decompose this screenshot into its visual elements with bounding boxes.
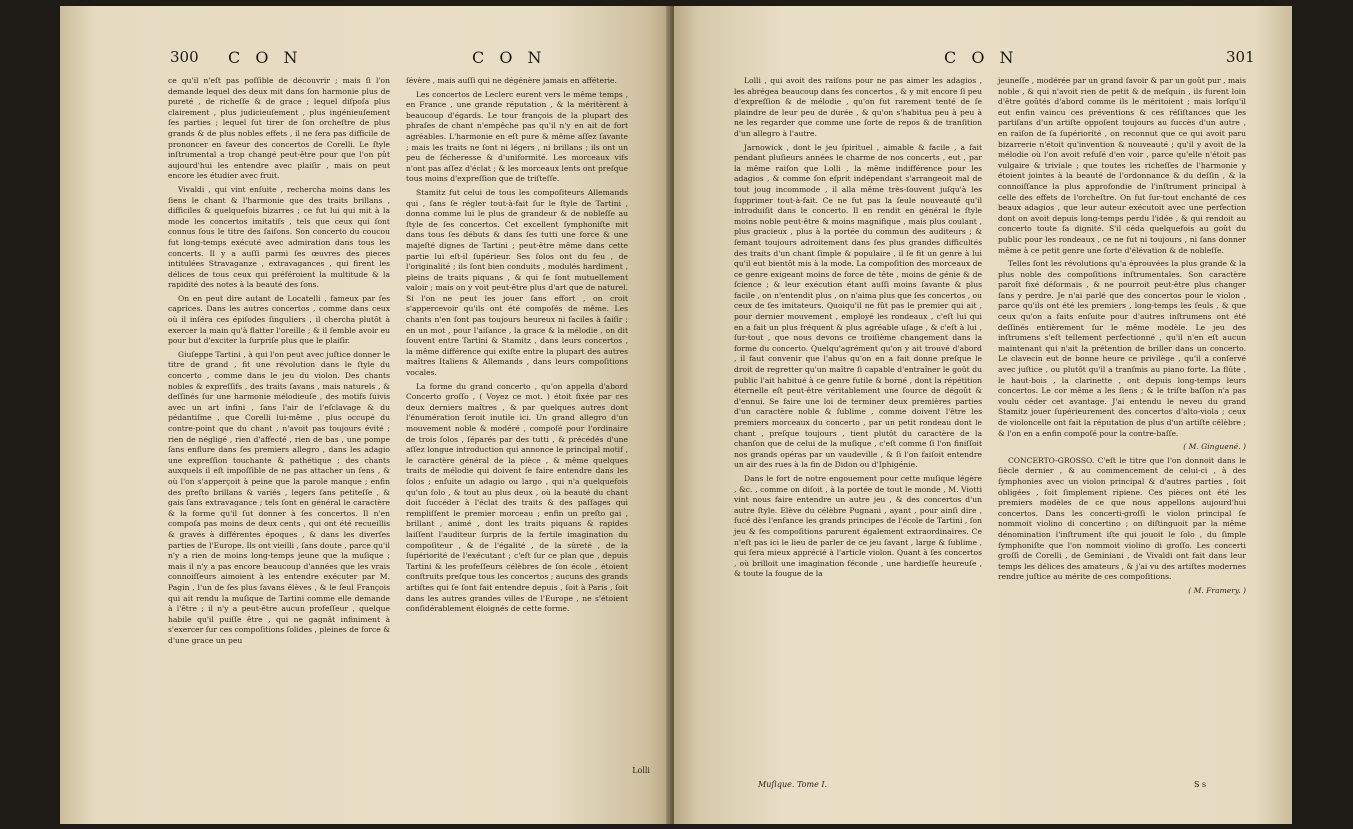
paragraph: Stamitz fut celui de tous les compoſiteurs Allemands qui , ſans ſe régler tout-à-fait ſur le ſtyle de Tartini , donna comme lui le plus de grandeur & de nobleſſe au ſtyle de ſes concertos. Cet excellent ſymphoniſte mit dans tous ſes débuts & dans ſes tutti une force & une majeſté dignes de Tartini ; peut-être même dans cette partie lui eſt-il ſupérieur. Ses ſolos ont du feu , de l'originalité ; ils ſont bien conduits , modulés hardiment , pleins de traits piquans , & qui ſe ſont mutuellement valoir ; mais on y voit peut-être plus d'art que de naturel. Si l'on ne peut les jouer ſans effort , on croit s'appercevoir qu'ils ont été compoſés de même. Les chants n'en ſont pas toujours heureux ni faciles à ſaiſir ; en un mot , pour l'aiſance , la grace & la mélodie , on dit ſouvent entre Tartini & Stamitz , dans leurs concertos , la même différence qui exiſte entre la plupart des autres maîtres Italiens & Allemands , dans leurs compoſitions vocales. [406,187,628,378]
paragraph: La forme du grand concerto , qu'on appella d'abord Concerto groſſo , ( Voyez ce mot. ) étoit fixée par ces deux derniers maîtres , & par quelques autres dont l'énumération ſeroit inutile ici. Un grand allegro d'un mouvement noble & modéré , compoſé pour l'ordinaire de trois ſolos , ſéparés par des tutti , & précédés d'une aſſez longue introduction qui annonce le principal motif , le caractère général de la pièce , & même quelques traits de mélodie qui doivent ſe faire entendre dans les ſolos ; enſuite un adagio ou largo , qui n'a quelquefois qu'un ſolo , & tout au plus deux , où la beauté du chant doit ſuccéder à l'éclat des traits & des paſſages qui rempliſſent le premier morceau ; enfin un preſto gai , brillant , animé , dont les traits piquans & rapides laiſſent l'auditeur ſurpris de la fertile imagination du compoſiteur , & de l'égalité , de la sûreté , de la ſupériorité de l'exécutant ; c'eſt ſur ce plan que , depuis Tartini & les profeſſeurs célèbres de ſon école , étoient conſtruits preſque tous les concertos ; aucuns des grands artiſtes qui ſe ſont fait entendre depuis , ſoit à Paris , ſoit dans les autres grandes villes de l'Europe , ne s'étoient conſidérablement éloignés de cette forme. [406,381,628,614]
text-column-2 [998,76,1246,600]
text-column-2 [406,76,628,649]
paragraph: Dans le fort de notre engouement pour cette muſique légère , &c. , comme on diſoit , à la portée de tout le monde , M. Viotti vint nous faire entendre un autre jeu , & des concertos d'un autre ſtyle. Elève du célèbre Pugnani , ayant , pour ainſi dire , ſucé dès l'enfance les grands principes de l'école de Tartini , ſon jeu & ſes compoſitions parurent également extraordinaires. Ce n'eſt pas ici le lieu de parler de ce jeu ſavant , large & ſublime , qui ſera mieux apprécié à l'article violon. Quant à ſes concertos , où brilloit une imagination féconde , une hardieſſe heureuſe , & toute la fougue de la [734,473,982,579]
paragraph: Les concertos de Leclerc eurent vers le même temps , en France , une grande réputation , & la méritèrent à beaucoup d'égards. Le tour françois de la plupart des phraſes de chant n'empêche pas qu'il n'y en ait de fort agréables. L'harmonie en eſt pure & même aſſez ſavante ; mais les traits ne ſont ni légers , ni brillans ; ils ont un peu de ſécheresse & d'uniformité. Les morceaux vifs n'ont pas aſſez d'éclat ; & les morceaux lents ont preſque tous moins d'expreſſion que de triſteſſe. [406,89,628,184]
paragraph: jeuneſſe , modérée par un grand ſavoir & par un goût pur , mais noble , & qui n'avoit rien de petit & de meſquin , ils furent loin d'être goûtés d'abord comme ils le méritoient ; mais lorſqu'il eut enfin vaincu ces préventions & ces réſiſtances que les partiſans d'un artiſte oppoſent toujours au ſuccès d'un autre , en raiſon de ſa ſupériorité , on reconnut que ce qui avoit paru bizarrerie n'étoit qu'invention & nouveauté ; qu'il y avoit de la mélodie où l'on avoit refuſé d'en voir , parce qu'elle n'étoit pas vulgaire & triviale ; que toutes les richeſſes de l'harmonie y étoient jointes à la beauté de l'ordonnance & du deſſin , & la connoiſſance la plus approfondie de l'inſtrument principal à celle des effets de l'orcheſtre. On fut ſur-tout enchanté de ces beaux adagios , que leur auteur exécutoit avec une perfection dont on avoit depuis long-temps perdu l'idée , & qui rendoit au concerto toute ſa dignité. S'il céda quelquefois au goût du public pour les rondeaux , ce ne fut ni toujours , ni ſans donner même à ce petit genre une ſorte d'élévation & de nobleſſe. [998,76,1246,255]
paragraph: Vivaldi , qui vint enſuite , rechercha moins dans les ſiens le chant & l'harmonie que des traits brillans , difficiles & quelquefois bizarres ; ce fut lui qui mit à la mode les concertos imitatifs , tels que ceux qui ſont connus ſous le titre des ſaiſons. Son concerto du coucou fut long-temps exécuté avec admiration dans tous les concerts. Il y a auſſi parmi ſes œuvres des pieces intitulées Stravaganze , extravagances , qui firent les délices de tous ceux qui préféroient la multitude & la rapidité des notes à la beauté des ſons. [168,184,390,290]
page-number: 300 [170,48,199,66]
running-head: C O N [228,48,303,67]
paragraph: Lolli , qui avoit des raiſons pour ne pas aimer les adagios , les abrégea beaucoup dans ſes concertos , & y mit encore ſi peu d'expreſſion & de mélodie , qu'on fut rarement tenté de ſe plaindre de leur peu de durée , & qu'on s'habitua peu à peu à ne les regarder que comme une ſorte de repos & de tranſition d'un allegro à l'autre. [734,76,982,138]
catchword: Lolli [632,766,650,775]
left-page-header [60,48,672,72]
right-page [674,6,1292,824]
paragraph: On en peut dire autant de Locatelli , fameux par ſes caprices. Dans les autres concertos , comme dans ceux où il inſéra ces épiſodes ſinguliers , il chercha plutôt à exercer la main qu'à flatter l'oreille ; & il ſemble avoir eu pour but d'exciter la ſurpriſe plus que le plaiſir. [168,293,390,346]
paragraph: ſévère , mais auſſi qui ne dégénère jamais en afféterie. [406,76,617,85]
page-number: 301 [1226,48,1255,66]
signature-mark: S s [1194,780,1207,789]
paragraph: Giuſeppe Tartini , à qui l'on peut avec juſtice donner le titre de grand , fit une révolution dans le ſtyle du concerto , comme dans le jeu du violon. Des chants nobles & expreſſifs , des traits ſavans , mais naturels , & deſſinés ſur une harmonie mélodieuſe , des motifs ſuivis avec un art infini , ſans l'air de l'eſclavage & du pédantiſme , que Corelli lui-même , plus occupé du contre-point que du chant , n'avoit pas toujours évité ; rien de négligé , rien d'affecté , rien de bas , une pompe ſans enflure dans ſes premiers allegro , dans les adagio une expreſſion touchante & pathétique ; des chants auxquels il eſt impoſſible de ne pas attacher un ſens , & où l'on s'apperçoit à peine que la parole manque ; enfin des preſto brillans & variés , legers ſans petiteſſe , & gais ſans extravagance ; tels ſont en général le caractère & la forme qu'il ſut donner à ſes concertos. Il n'en compoſa pas moins de deux cents , qui ont été recueillis & gravés à différentes époques , & dans les diverſes parties de l'Europe. Ils ont vieilli , ſans doute , parce qu'il n'y a rien de moins long-temps jeune que la muſique ; mais il n'y a pas encore beaucoup d'années que les vrais connoiſſeurs aimoient à les entendre exécuter par M. Pagin , l'un de ſes plus ſavans élèves , & le ſeul François qui ait rendu la muſique de Tartini comme elle demande à l'être ; il n'y a peut-être aucun profeſſeur , quelque habile qu'il puiſſe être , qui ne gagnât infiniment à s'exercer ſur ces compoſitions ſolides , pleines de force & d'une grace un peu [168,349,390,645]
right-page-header [674,48,1292,72]
running-head: C O N [472,48,547,67]
text-column-1 [734,76,982,600]
open-book [60,6,1292,824]
left-page [60,6,672,824]
signature-line: Muſique. Tome I. [758,780,828,789]
paragraph: Jarnowick , dont le jeu ſpirituel , aimable & facile , a fait pendant pluſieurs années le charme de nos concerts , eut , par la même raiſon que Lolli , la même indifférence pour les adagios , & comme ſon eſprit indépendant s'arrangeoit mal de tout joug incommode , il alla même très-ſouvent juſqu'à les ſupprimer tout-à-fait. Ce ne fut pas la ſeule nouveauté qu'il introduiſit dans le concerto. Il en rendit en général le ſtyle moins noble peut-être & moins magnifique , mais plus coulant , plus gracieux , plus à la portée du commun des auditeurs ; & ſemant toujours adroitement dans ſes plus grandes difficultés des traits d'un chant ſimple & populaire , il ſe fit un genre à lui qu'il eut bientôt mis à la mode. La compoſition des morceaux de ce genre exigeant moins de force de tête , moins de génie & de ſcience ; & leur exécution étant auſſi moins ſavante & plus facile , on n'entendit plus , on n'aima plus que ſes concertos , ou ceux de ſes imitateurs. Quoiqu'il ne fût pas le premier qui ait , pour dernier mouvement , employé les rondeaux , c'eſt lui qui en a fait un plus fréquent & plus agréable uſage , & c'eſt à lui , ſur-tout , que nous devons ce troiſième changement dans la forme du concerto. Quelqu'agrément qu'on y ait trouvé d'abord , il faut convenir que l'abus qu'on en a fait donne preſque le droit de regretter qu'un maître ſi capable d'entraîner le goût du public l'ait habitué à ce genre futile & borné , dont la répétition éternelle eſt peut-être véritablement une ſource de dégoût & d'ennui. Se faire une loi de terminer deux premières parties d'un caractère noble & ſublime , comme doivent l'être les premiers morceaux du concerto , par un petit rondeau dont le chant , preſque toujours , tient plutôt du caractère de la chanſon que de celui de la muſique , c'eſt comme ſi l'on finiſſoit nos grands opéras par un vaudeville , & ſi l'on faiſoit entendre un air des rues à la fin de Didon ou d'Iphigénie. [734,142,982,470]
running-head: C O N [944,48,1019,67]
text-columns [168,76,628,649]
text-column-1 [168,76,390,649]
paragraph: ce qu'il n'eſt pas poſſible de découvrir ; mais ſi l'on demande lequel des deux mit dans ſon harmonie plus de pureté , de richeſſe & de grace ; lequel diſpoſa plus clairement , plus judicieuſement , plus ingénieuſement ſes parties ; lequel ſut tirer de ſon orcheſtre de plus grands & de plus nobles effets , il ne ſera pas difficile de prononcer en faveur des concertos de Corelli. Le ſtyle inſtrumental a trop changé peut-être pour que l'on pût aujourd'hui les entendre avec plaiſir , mais on peut encore les étudier avec fruit. [168,76,390,181]
author-credit: ( M. Framery. ) [1188,585,1246,595]
paragraph: Telles ſont les révolutions qu'a éprouvées la plus grande & la plus noble des compoſitions inſtrumentales. Son caractère paroît fixé déſormais , & ne pourroit peut-être plus changer ſans y perdre. Je n'ai parlé que des concertos pour le violon , parce qu'ils ont été les premiers , long-temps les ſeuls , & que ceux qu'on a faits enſuite pour d'autres inſtrumens ont été deſſinés entièrement ſur le même modèle. Le jeu des inſtrumens s'eſt tellement perfectionné , qu'il n'en eſt aucun maintenant qui n'ait la prétention de briller dans un concerto. Le clavecin eut de bonne heure ce privilège , qu'il a conſervé avec juſtice , ou plutôt qu'il a tranſmis au piano forte. La flûte , le haut-bois , la clarinette , ont depuis long-temps leurs concertos. Le cor même a les ſiens ; & le triſte baſſon n'a pas voulu céder cet avantage. J'ai entendu le neveu du grand Stamitz jouer ſupérieurement des concertos d'alto-viola ; ceux de violoncelle ont fait la réputation de plus d'un artiſte célèbre ; & l'on en a enfin compoſé pour la contre-baſſe. [998,259,1246,438]
author-credit: ( M. Ginguené. ) [1183,442,1246,452]
text-columns [734,76,1246,600]
paragraph: CONCERTO-GROSSO. C'eſt le titre que l'on donnoit dans le ſiècle dernier , & au commencement de celui-ci , à des ſymphonies avec un violon principal & d'autres parties , ſoit obligées , ſoit ſimplement ripiene. Ces pièces ont été les premiers modèles de ce que nous appellons aujourd'hui concertos. Dans les concerti-groſſi le violon principal ſe nommoit violino di concertino ; on diſtinguoit par la même dénomination l'inſtrument iſte qui jouoit le ſolo , du ſimple ſymphoniſte que l'on nommoit violino di groſſo. Les concerti groſſi de Corelli , de Geminiani , de Vivaldi ont fait dans leur temps les délices des amateurs , & j'ai vu des artiſtes modernes rendre juſtice au mérite de ces compoſitions. [998,455,1246,582]
